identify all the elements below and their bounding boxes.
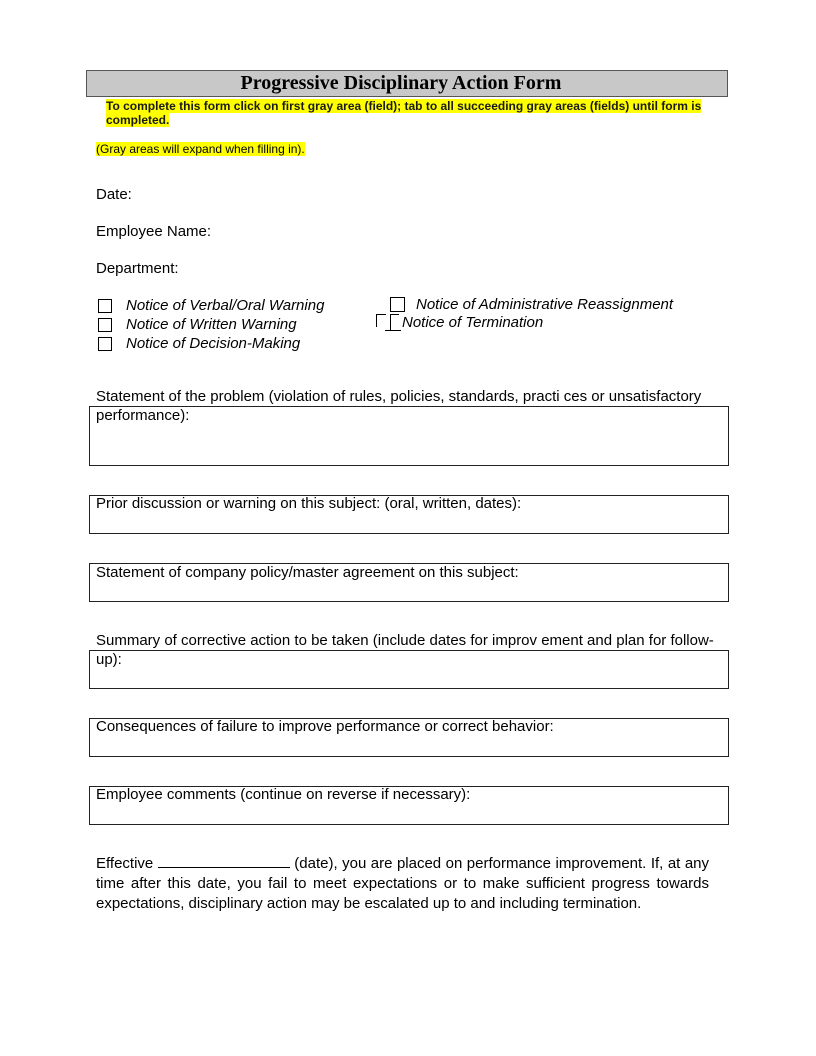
- expand-note-text: (Gray areas will expand when filling in).: [96, 142, 305, 156]
- notice-decision-label: Notice of Decision-Making: [126, 335, 301, 352]
- corrective-action-label: Summary of corrective action to be taken (include dates for improv ement and plan for follow-up):: [96, 632, 714, 668]
- notice-written-row[interactable]: [98, 315, 324, 334]
- date-label: Date:: [96, 186, 132, 203]
- instructions: [106, 99, 712, 127]
- notice-written-checkbox[interactable]: [98, 318, 112, 332]
- effective-suffix: (date), you are placed on performance improvement. If, at any time after this date, you fail to meet expectations or to make sufficient progress towards expectations, disciplinary action may be escalated up to and including termination.: [96, 855, 710, 912]
- notice-reassignment-row[interactable]: [390, 295, 673, 314]
- notice-written-label: Notice of Written Warning: [126, 316, 297, 333]
- expand-note: [96, 142, 305, 156]
- employee-name-label: Employee Name:: [96, 223, 212, 240]
- notice-reassignment-label: Notice of Administrative Reassignment: [416, 296, 674, 313]
- form-title: Progressive Disciplinary Action Form: [240, 72, 562, 94]
- problem-label: Statement of the problem (violation of rules, policies, standards, practi ces or unsatisfactory performance):: [96, 388, 702, 424]
- notice-reassignment-checkbox[interactable]: [390, 297, 405, 312]
- notice-options-right: [390, 295, 673, 314]
- notice-verbal-row[interactable]: [98, 296, 324, 315]
- company-policy-label: Statement of company policy/master agreement on this subject:: [96, 564, 519, 581]
- effective-prefix: Effective: [96, 855, 154, 872]
- notice-decision-row[interactable]: [98, 334, 324, 353]
- closing-paragraph: [96, 854, 709, 914]
- termination-checkbox-frame-left: [376, 314, 386, 327]
- notice-verbal-checkbox[interactable]: [98, 299, 112, 313]
- employee-comments-label: Employee comments (continue on reverse if necessary):: [96, 786, 471, 803]
- form-title-bar: [86, 70, 728, 97]
- consequences-label: Consequences of failure to improve performance or correct behavior:: [96, 718, 554, 735]
- notice-termination-label: Notice of Termination: [402, 314, 544, 331]
- notice-decision-checkbox[interactable]: [98, 337, 112, 351]
- effective-date-blank[interactable]: [158, 855, 290, 868]
- termination-checkbox-frame-bottom: [385, 330, 401, 331]
- notice-verbal-label: Notice of Verbal/Oral Warning: [126, 297, 325, 314]
- instructions-text: To complete this form click on first gray area (field); tab to all succeeding gray areas (fields) until form is completed.: [106, 99, 702, 127]
- notice-options-left: [98, 296, 324, 353]
- department-label: Department:: [96, 260, 179, 277]
- notice-termination-checkbox[interactable]: [390, 314, 399, 331]
- prior-discussion-label: Prior discussion or warning on this subject: (oral, written, dates):: [96, 495, 522, 512]
